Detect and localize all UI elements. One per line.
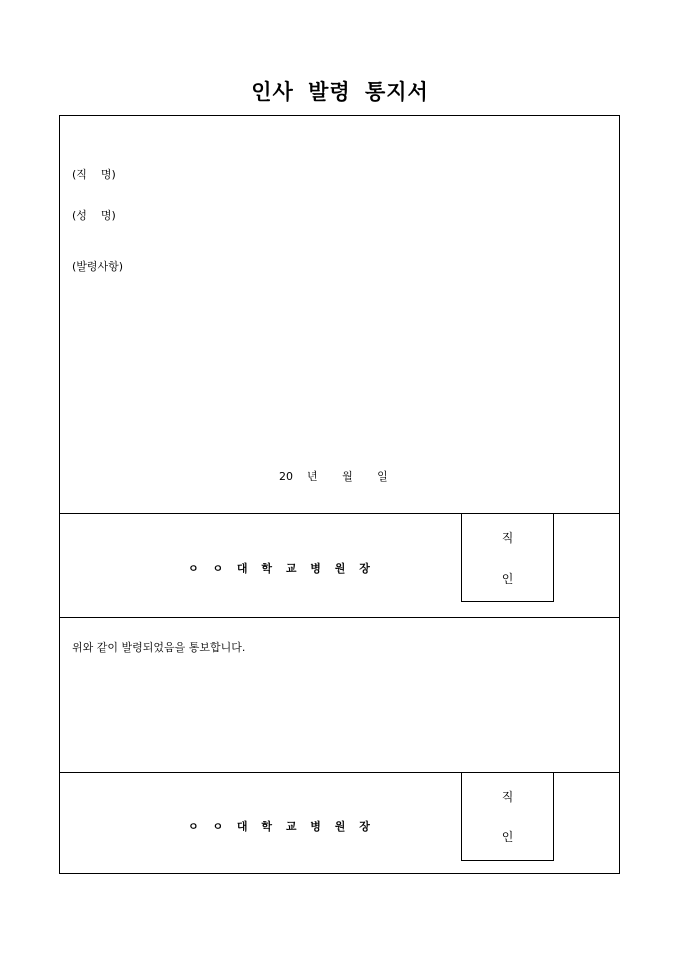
notice-form xyxy=(59,115,620,874)
divider xyxy=(60,617,619,618)
position-label: (직 명) xyxy=(72,168,116,181)
issuer-name: ㅇ ㅇ 대 학 교 병 원 장 xyxy=(188,562,375,575)
seal-label-bottom: 인 xyxy=(501,572,514,586)
page-title: 인사 발령 통지서 xyxy=(251,79,429,104)
notice-text: 위와 같이 발령되었음을 통보합니다. xyxy=(72,641,246,654)
order-details-label: (발령사항) xyxy=(72,260,124,273)
seal-box xyxy=(461,772,554,861)
seal-label-top: 직 xyxy=(501,531,514,545)
seal-box xyxy=(461,513,554,602)
seal-label-top: 직 xyxy=(501,790,514,804)
name-label: (성 명) xyxy=(72,209,116,222)
issuer-name: ㅇ ㅇ 대 학 교 병 원 장 xyxy=(188,820,375,833)
issue-date: 20 년 월 일 xyxy=(279,470,388,483)
seal-label-bottom: 인 xyxy=(501,830,514,844)
